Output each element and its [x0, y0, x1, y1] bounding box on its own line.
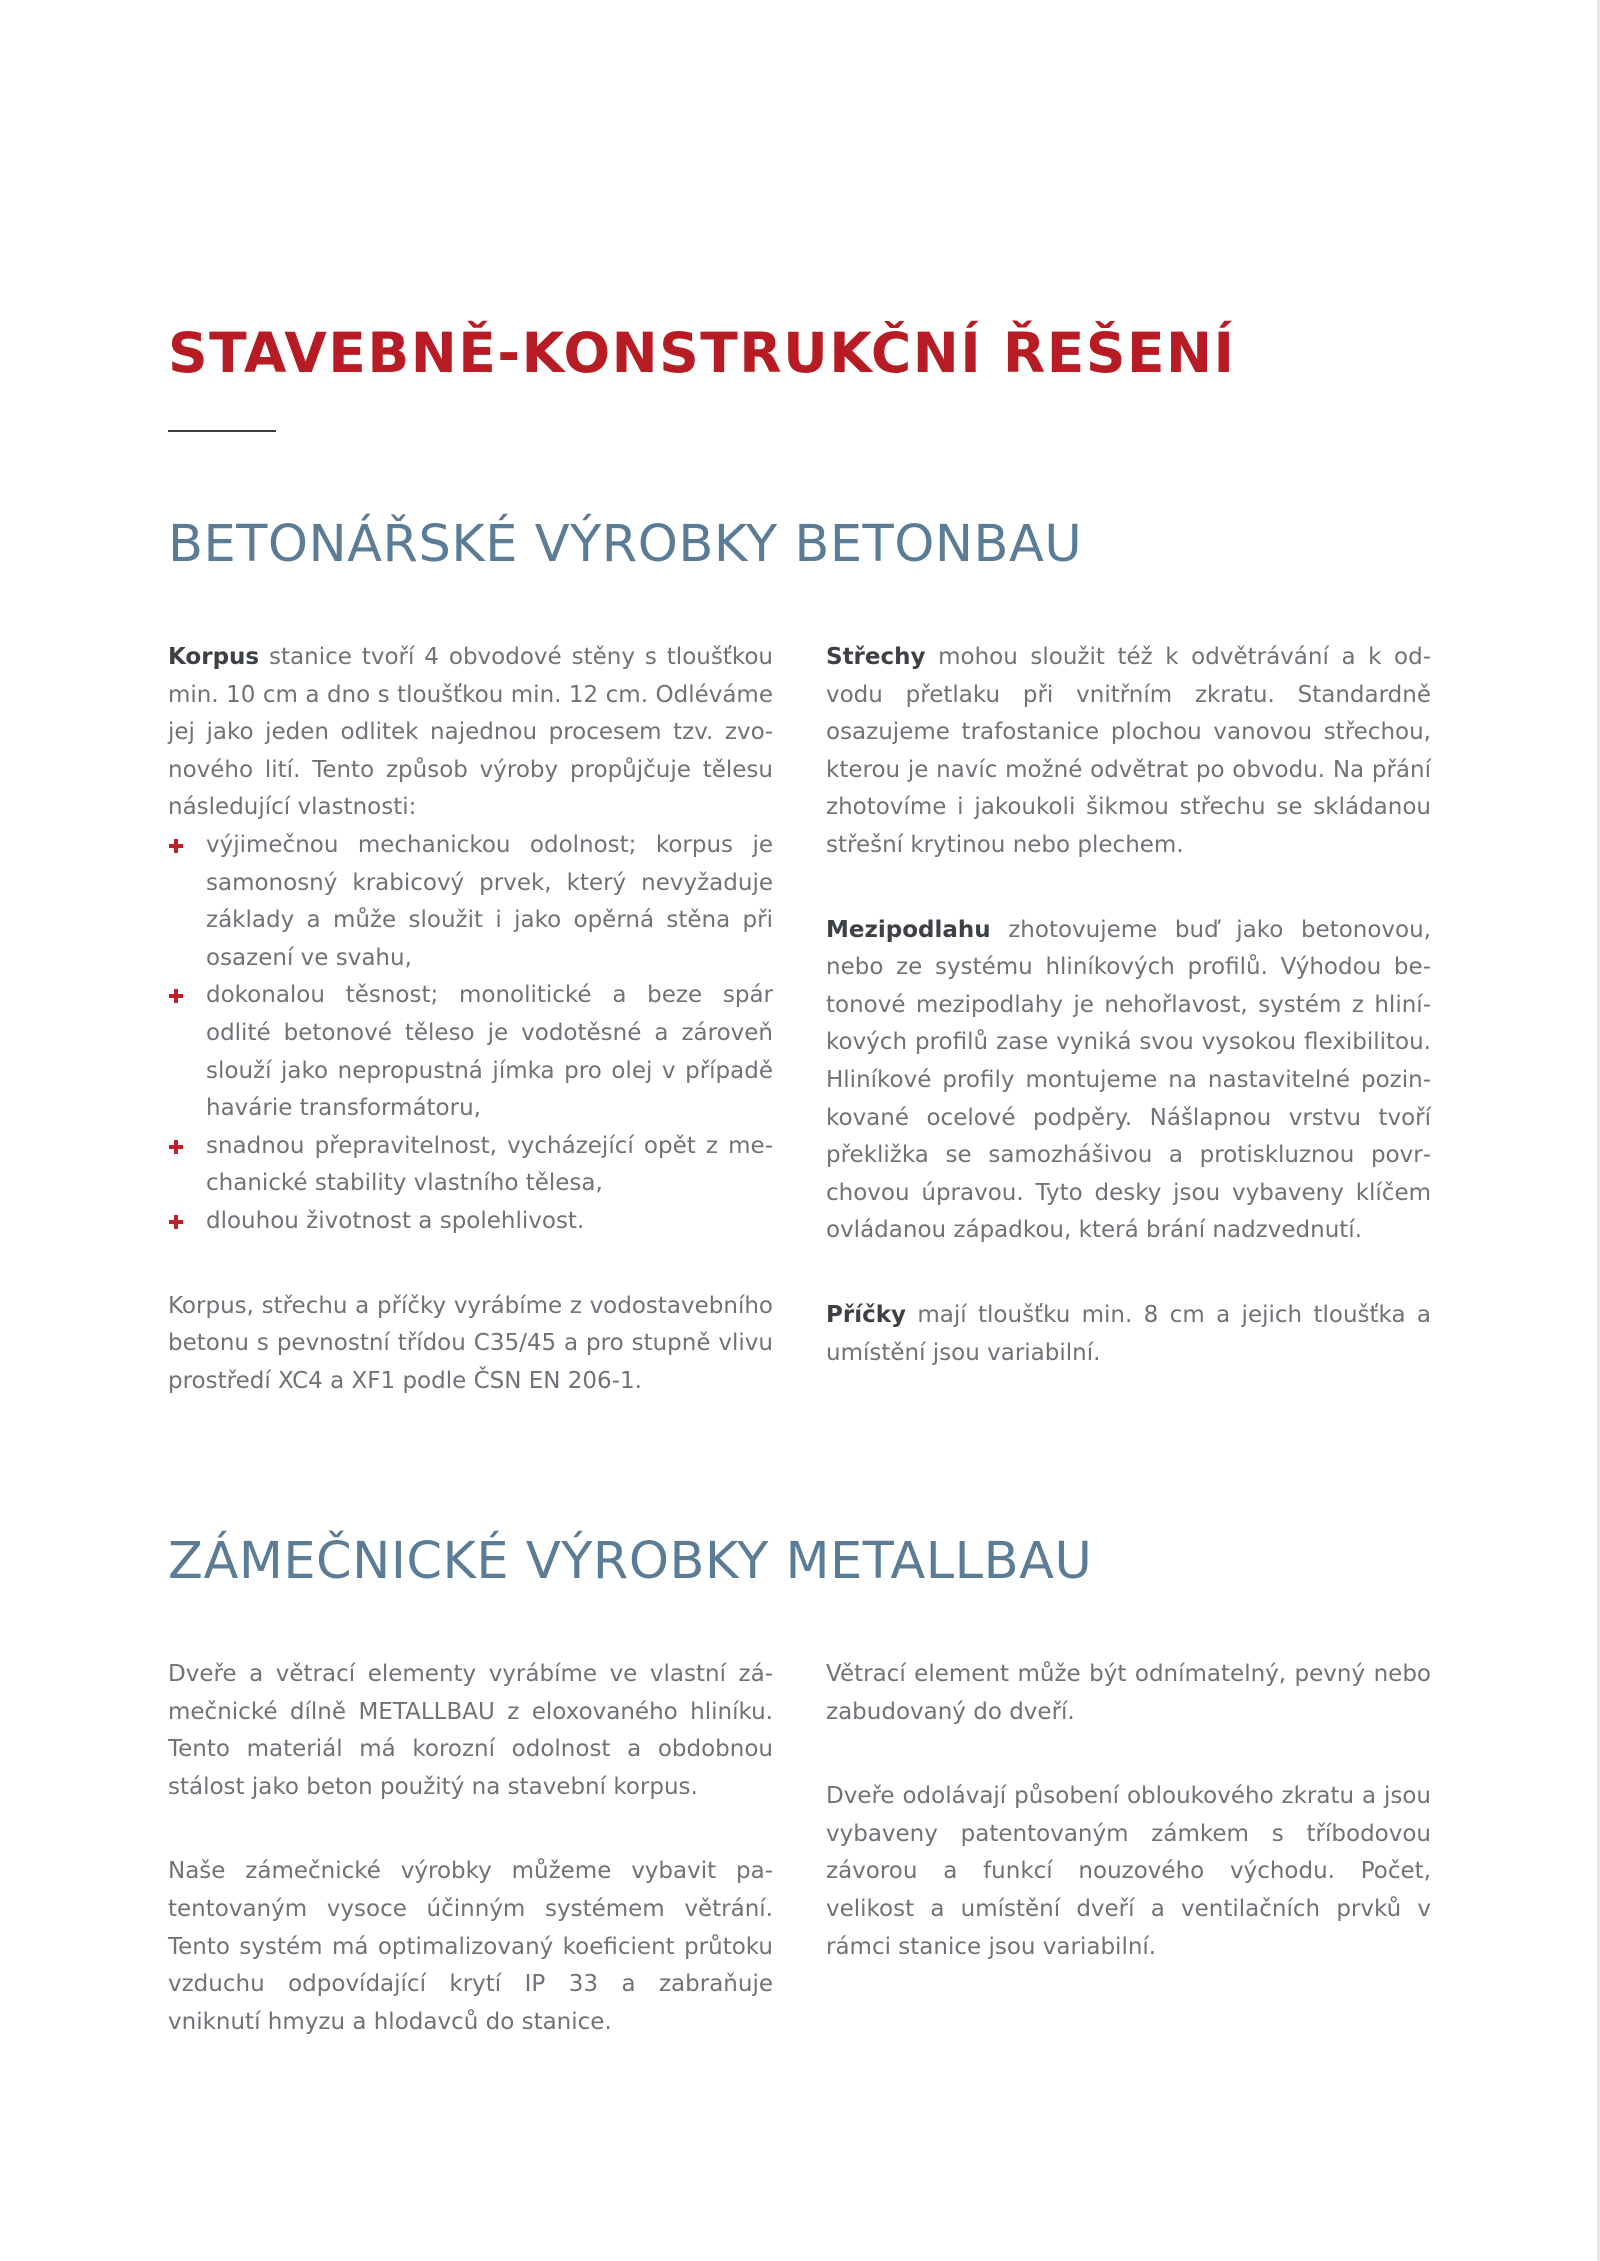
red-cross-bullet-icon [169, 989, 183, 1003]
metallbau-paragraph: Větrací element může být odnímatelný, pevný nebo zabudovaný do dveří. [826, 1661, 1431, 1725]
mezipodlahu-text: zhotovujeme buď jako betonovou, nebo ze systému hliníkových profilů. Výhodou betonové mezipodlahy je nehořlavost, systém z hliníkových profilů zase vyniká svou vysokou flexibilitou. Hliníkové profily montujeme na nastavitelné pozinkované ocelové podpěry. Nášlapnou vrstvu tvoří překližka se samozhášivou a protiskluznou povrchovou úpravou. Tyto desky jsou vybaveny klíčem ovládanou západkou, která brání nadzvednutí. [826, 916, 1431, 1244]
page-title: STAVEBNĚ-KONSTRUKČNÍ ŘEŠENÍ [168, 321, 1236, 385]
list-item-text: výjimečnou mechanickou odolnost; korpus je samonosný krabicový prvek, který nevyžaduje základy a může sloužit i jako opěrná stěna při osazení ve svahu, [206, 831, 773, 971]
metallbau-paragraph: Dveře odolávají působení obloukového zkratu a jsou vybaveny patentovaným zámkem s tříbodovou závorou a funkcí nouzového východu. Počet, velikost a umístění dveří a ventilačních prvků v rámci stanice jsou variabilní. [826, 1783, 1431, 1960]
red-cross-bullet-icon [169, 1215, 183, 1229]
metallbau-paragraph: Dveře a větrací elementy vyrábíme ve vlastní zámečnické dílně METALLBAU z eloxovaného hliníku. Tento materiál má korozní odolnost a obdobnou stálost jako beton použitý na stavební korpus. [168, 1661, 773, 1800]
strechy-lead: Střechy [826, 644, 926, 670]
red-cross-bullet-icon [169, 1140, 183, 1154]
metallbau-paragraph: Naše zámečnické výrobky můžeme vybavit patentovaným vysoce účinným systémem větrání. Tento systém má optimalizovaný koeficient průtoku vzduchu odpovídající krytí IP 33 a zabraňuje vniknutí hmyzu a hlodavců do stanice. [168, 1858, 773, 2035]
list-item [168, 827, 773, 977]
mezipodlahu-lead: Mezipodlahu [826, 916, 991, 943]
list-item-text: dlouhou životnost a spolehlivost. [206, 1207, 585, 1234]
list-item [168, 977, 773, 1127]
korpus-lead: Korpus [168, 644, 260, 670]
list-item [168, 1128, 773, 1203]
strechy-text: mohou sloužit též k odvětrávání a k odvodu přetlaku při vnitřním zkratu. Standardně osazujeme trafostanice plochou vanovou střechou, kterou je navíc možné odvětrat po obvodu. Na přání zhotovíme i jakoukoli šikmou střechu se skládanou střešní krytinou nebo plechem. [826, 644, 1431, 858]
pricky-text: mají tloušťku min. 8 cm a jejich tloušťka a umístění jsou variabilní. [826, 1301, 1431, 1366]
metallbau-right-column [826, 1656, 1431, 1966]
concrete-paragraph: Korpus, střechu a příčky vyrábíme z vodostavebního betonu s pevnostní třídou C35/45 a pro stupně vlivu prostředí XC4 a XF1 podle ČSN EN 206-1. [168, 1292, 773, 1394]
korpus-text: stanice tvoří 4 obvodové stěny s tloušťkou min. 10 cm a dno s tloušťkou min. 12 cm. Odléváme jej jako jeden odlitek najednou procesem tzv. zvonového lití. Tento způsob výroby propůjčuje tělesu následující vlastnosti: [168, 644, 773, 821]
betonbau-left-column [168, 639, 773, 1400]
red-cross-bullet-icon [169, 839, 183, 853]
section-heading-betonbau: BETONÁŘSKÉ VÝROBKY BETONBAU [168, 515, 1083, 574]
list-item-text: dokonalou těsnost; monolitické a beze spár odlité betonové těleso je vodotěsné a zároveň slouží jako nepropustná jímka pro olej v případě havárie transformátoru, [206, 982, 773, 1122]
list-item-text: snadnou přepravitelnost, vycházející opět z mechanické stability vlastního tělesa, [206, 1132, 773, 1197]
strechy-paragraph [826, 639, 1431, 865]
pricky-paragraph [826, 1297, 1431, 1372]
properties-list [168, 827, 773, 1241]
title-underline-rule [168, 430, 276, 432]
pricky-lead: Příčky [826, 1301, 907, 1328]
section-heading-metallbau: ZÁMEČNICKÉ VÝROBKY METALLBAU [168, 1532, 1093, 1591]
korpus-paragraph [168, 639, 773, 827]
list-item [168, 1203, 773, 1241]
metallbau-left-column [168, 1656, 773, 2041]
mezipodlahu-paragraph [826, 912, 1431, 1250]
betonbau-right-column [826, 639, 1431, 1372]
